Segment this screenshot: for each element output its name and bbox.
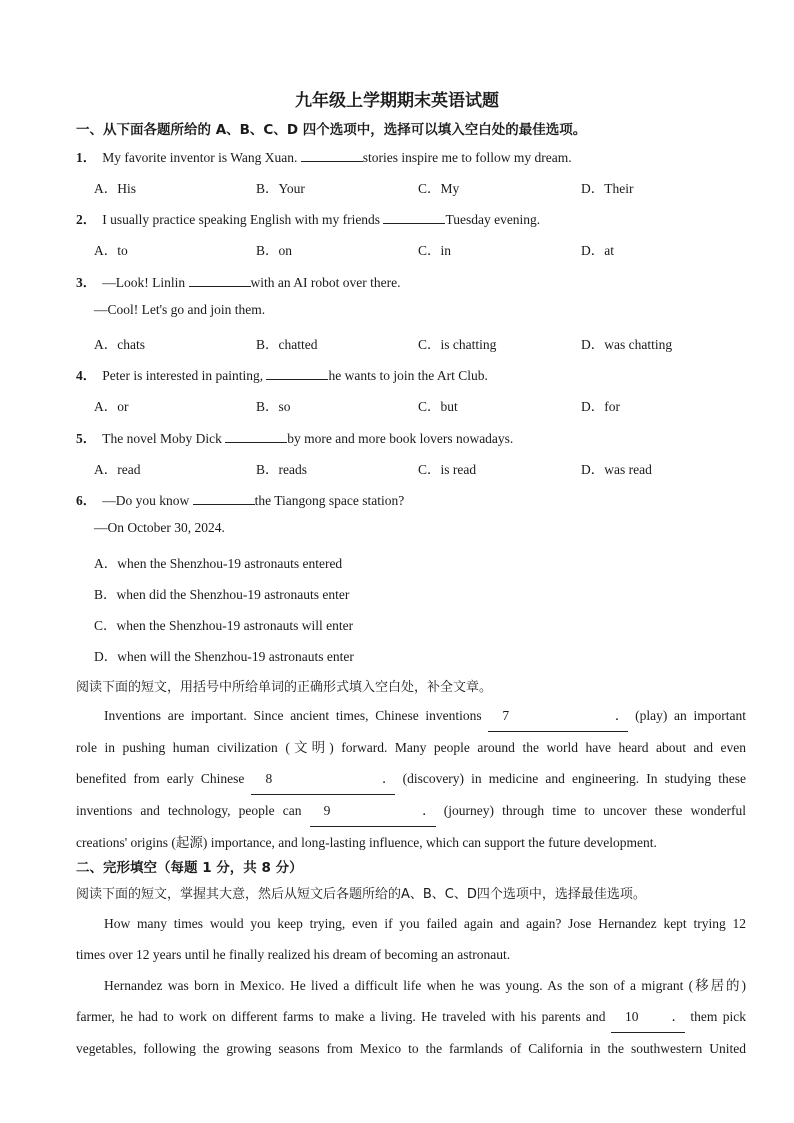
options-q2	[94, 239, 774, 259]
option-d: D．was read	[581, 462, 652, 477]
question-3	[76, 271, 400, 291]
option-d: D．Their	[581, 181, 634, 196]
option-b: B．Your	[256, 181, 305, 196]
option-d: D．was chatting	[581, 337, 673, 352]
options-q1	[94, 177, 774, 197]
option-b: B．chatted	[256, 337, 318, 352]
cloze-passage	[76, 908, 746, 1064]
option-a: A．to	[94, 243, 128, 258]
option-a: A．when the Shenzhou-19 astronauts entered	[94, 556, 343, 571]
passage-line: times over 12 years until he finally realized his dream of becoming an astronaut.	[76, 947, 511, 962]
question-text: with an AI robot over there.	[250, 275, 401, 290]
passage-line: role in pushing human civilization (文明) forward. Many people around the world have heard about and even	[76, 740, 746, 755]
option-b: B．reads	[256, 462, 307, 477]
passage-line: How many times would you keep trying, even if you failed again and again? Jose Hernandez kept trying 12	[104, 916, 746, 931]
question-5	[76, 427, 513, 447]
option-d: D．at	[581, 243, 614, 258]
passage-text: (discovery) in medicine and engineering. In studying these	[395, 771, 746, 786]
passage-text: Inventions are important. Since ancient times, Chinese inventions	[104, 708, 489, 723]
passage-line: Hernandez was born in Mexico. He lived a difficult life when he was young. As the son of a migrant (移居的)	[104, 978, 746, 993]
question-text: —Do you know	[102, 493, 193, 508]
option-b: B．when did the Shenzhou-19 astronauts enter	[94, 587, 350, 602]
dialogue-reply: —Cool! Let's go and join them.	[94, 302, 266, 317]
option-c: C．when the Shenzhou-19 astronauts will enter	[94, 618, 354, 633]
question-text: stories inspire me to follow my dream.	[362, 150, 572, 165]
answer-blank-7: 7．	[488, 700, 628, 732]
passage-line	[76, 763, 746, 795]
option-a: A．or	[94, 399, 129, 414]
question-1	[76, 146, 572, 166]
options-q4	[94, 395, 774, 415]
section2-instruction: 阅读下面的短文，掌握其大意，然后从短文后各题所给的A、B、C、D四个选项中，选择最佳选项。	[76, 887, 646, 902]
reading-instruction: 阅读下面的短文，用括号中所给单词的正确形式填入空白处，补全文章。	[76, 680, 493, 695]
question-text: I usually practice speaking English with my friends	[102, 212, 384, 227]
passage-text: them pick	[684, 1009, 746, 1024]
passage-text: inventions and technology, people can	[76, 803, 310, 818]
answer-blank	[383, 210, 445, 224]
question-4	[76, 364, 488, 384]
option-c: C．in	[418, 243, 452, 258]
passage-line	[76, 1001, 746, 1033]
answer-blank	[266, 366, 328, 380]
option-a: A．His	[94, 181, 137, 196]
question-text: by more and more book lovers nowadays.	[287, 431, 514, 446]
option-b: B．so	[256, 399, 291, 414]
answer-blank	[189, 273, 251, 287]
option-d: D．for	[581, 399, 620, 414]
question-number: 2．	[76, 212, 97, 227]
options-q3	[94, 333, 774, 353]
question-text: the Tiangong space station?	[254, 493, 405, 508]
option-a: A．read	[94, 462, 141, 477]
reading-passage	[76, 700, 746, 858]
question-2	[76, 208, 540, 228]
answer-blank-10: 10．	[611, 1001, 685, 1033]
option-c: C．but	[418, 399, 458, 414]
option-d: D．when will the Shenzhou-19 astronauts enter	[94, 649, 354, 664]
option-a: A．chats	[94, 337, 145, 352]
page-title: 九年级上学期期末英语试题	[295, 91, 499, 111]
answer-blank	[301, 148, 363, 162]
option-b: B．on	[256, 243, 293, 258]
question-text: he wants to join the Art Club.	[328, 368, 488, 383]
question-number: 6．	[76, 493, 97, 508]
section1-heading: 一、从下面各题所给的 A、B、C、D 四个选项中，选择可以填入空白处的最佳选项。	[76, 122, 587, 138]
option-c: C．is chatting	[418, 337, 497, 352]
question-text: —Look! Linlin	[102, 275, 189, 290]
passage-text: farmer, he had to work on different farms to make a living. He traveled with his parents and	[76, 1009, 611, 1024]
passage-line	[76, 795, 746, 827]
answer-blank-8: 8．	[251, 763, 395, 795]
question-6	[76, 489, 404, 509]
answer-blank	[225, 429, 287, 443]
question-number: 5．	[76, 431, 97, 446]
passage-line: vegetables, following the growing seasons from Mexico to the farmlands of California in the southwestern United	[76, 1041, 746, 1056]
question-text: My favorite inventor is Wang Xuan.	[102, 150, 301, 165]
option-c: C．is read	[418, 462, 477, 477]
answer-blank	[193, 491, 255, 505]
dialogue-reply: —On October 30, 2024.	[94, 520, 225, 535]
question-number: 3．	[76, 275, 97, 290]
options-q5	[94, 458, 774, 478]
passage-text: (journey) through time to uncover these wonderful	[435, 803, 746, 818]
passage-text: benefited from early Chinese	[76, 771, 252, 786]
option-c: C．My	[418, 181, 460, 196]
question-text: Tuesday evening.	[445, 212, 541, 227]
answer-blank-9: 9．	[310, 795, 436, 827]
passage-line: creations' origins (起源) importance, and long-lasting influence, which can support the future development.	[76, 835, 657, 850]
passage-line	[76, 700, 746, 732]
question-text: Peter is interested in painting,	[102, 368, 267, 383]
question-number: 4．	[76, 368, 97, 383]
passage-text: (play) an important	[628, 708, 747, 723]
question-number: 1．	[76, 150, 97, 165]
section2-heading: 二、完形填空（每题 1 分，共 8 分）	[76, 860, 303, 876]
question-text: The novel Moby Dick	[102, 431, 226, 446]
